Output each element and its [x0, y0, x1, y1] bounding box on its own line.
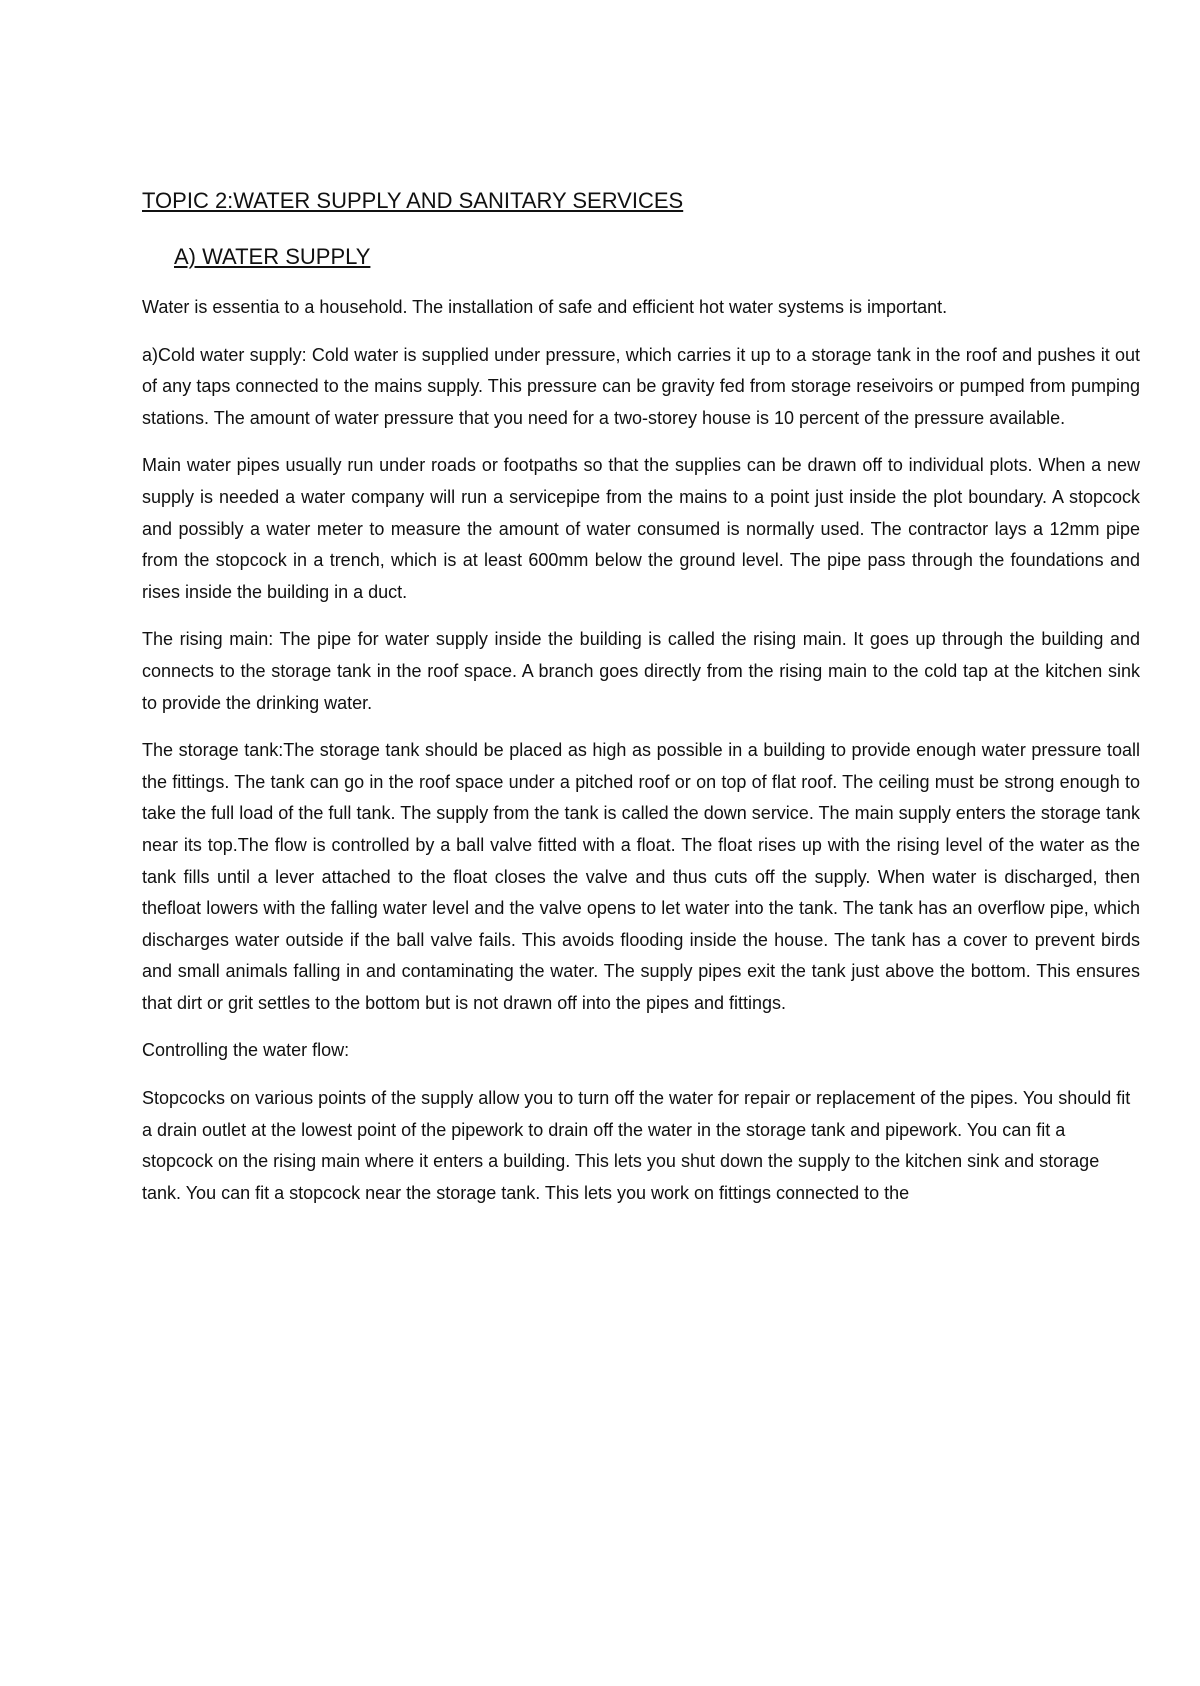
paragraph-rising-main: The rising main: The pipe for water supply inside the building is called the rising main. It goes up through the building and connects to the storage tank in the roof space. A branch goes directly from the rising main to the cold tap at the kitchen sink to provide the drinking water.: [142, 629, 1140, 713]
paragraph-stopcocks: Stopcocks on various points of the supply allow you to turn off the water for repair or replacement of the pipes. You should fit a drain outlet at the lowest point of the pipework to drain off the water in the storage tank and pipework. You can fit a stopcock on the rising main where it enters a building. This lets you shut down the supply to the kitchen sink and storage tank. You can fit a stopcock near the storage tank. This lets you work on fittings connected to the: [142, 1088, 1131, 1203]
document-body: [142, 186, 1140, 1225]
paragraph-cold-water-supply: a)Cold water supply: Cold water is supplied under pressure, which carries it up to a storage tank in the roof and pushes it out of any taps connected to the mains supply. This pressure can be gravity fed from storage reseivoirs or pumped from pumping stations. The amount of water pressure that you need for a two-storey house is 10 percent of the pressure available.: [142, 344, 1140, 428]
paragraph-controlling-heading: Controlling the water flow:: [142, 1040, 350, 1061]
paragraph-intro: Water is essentia to a household. The installation of safe and efficient hot water systems is important.: [142, 297, 948, 317]
paragraph-storage-tank: The storage tank:The storage tank should be placed as high as possible in a building to provide enough water pressure toall the fittings. The tank can go in the roof space under a pitched roof or on top of flat roof. The ceiling must be strong enough to take the full load of the full tank. The supply from the tank is called the down service. The main supply enters the storage tank near its top.The flow is controlled by a ball valve fitted with a float. The float rises up with the rising level of the water as the tank fills until a lever attached to the float closes the valve and thus cuts off the supply. When water is discharged, then thefloat lowers with the falling water level and the valve opens to let water into the tank. The tank has an overflow pipe, which discharges water outside if the ball valve fails. This avoids flooding inside the house. The tank has a cover to prevent birds and small animals falling in and contaminating the water. The supply pipes exit the tank just above the bottom. This ensures that dirt or grit settles to the bottom but is not drawn off into the pipes and fittings.: [142, 740, 1140, 1013]
document-title: TOPIC 2:WATER SUPPLY AND SANITARY SERVICES: [142, 188, 684, 213]
paragraph-main-water-pipes: Main water pipes usually run under roads or footpaths so that the supplies can be drawn off to individual plots. When a new supply is needed a water company will run a servicepipe from the mains to a point just inside the plot boundary. A stopcock and possibly a water meter to measure the amount of water consumed is normally used. The contractor lays a 12mm pipe from the stopcock in a trench, which is at least 600mm below the ground level. The pipe pass through the foundations and rises inside the building in a duct.: [142, 455, 1140, 602]
section-heading: A) WATER SUPPLY: [174, 244, 371, 269]
